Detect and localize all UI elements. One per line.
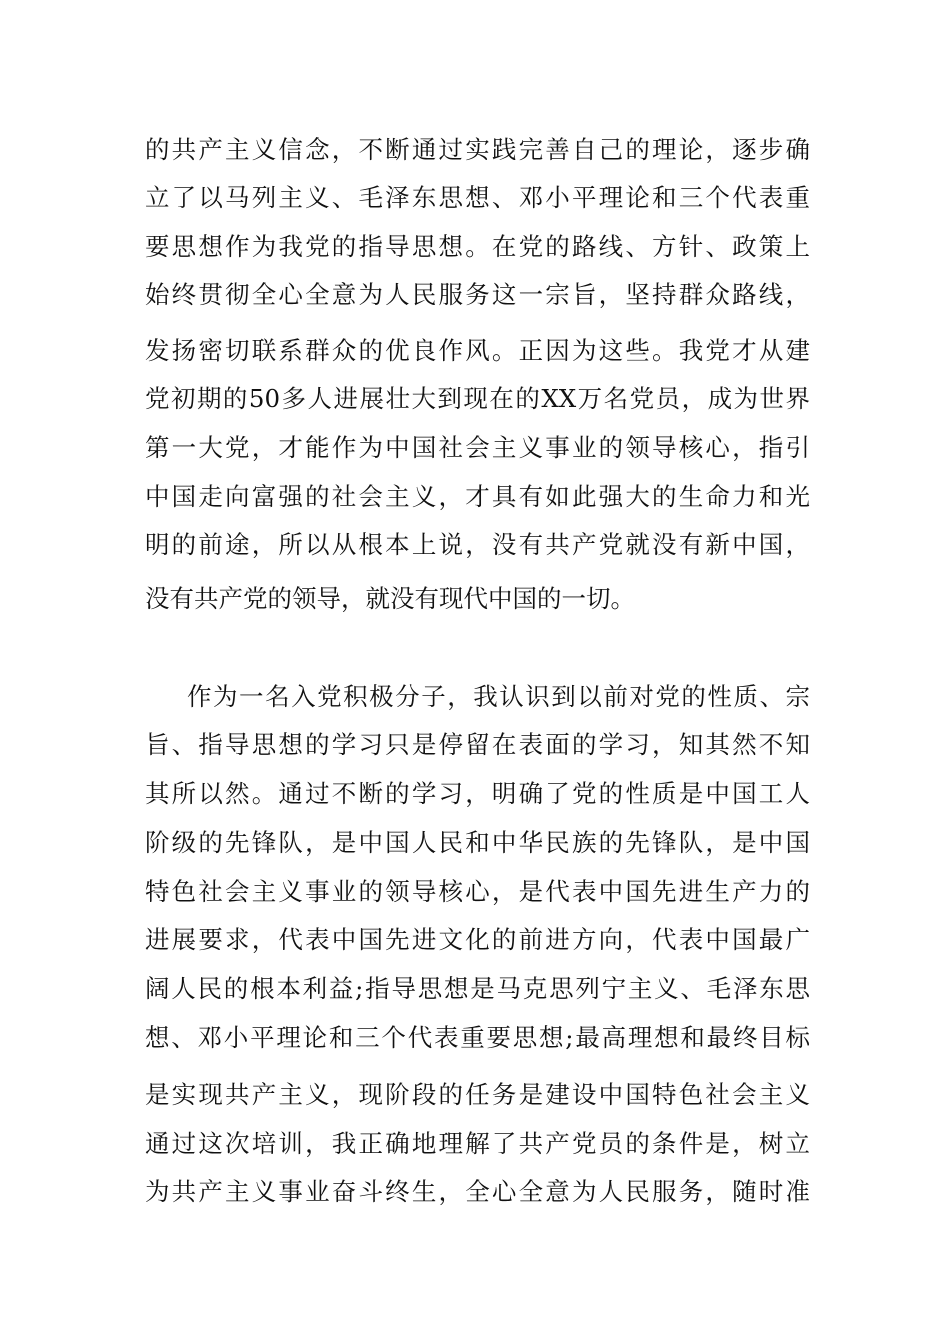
- text-line: 党初期的50多人进展壮大到现在的XX万名党员，成为世界: [145, 384, 810, 413]
- text-line: 阔人民的根本利益;指导思想是马克思列宁主义、毛泽东思: [145, 974, 810, 1003]
- text-line: 发扬密切联系群众的优良作风。正因为这些。我党才从建: [145, 336, 810, 365]
- text-line: 进展要求，代表中国先进文化的前进方向，代表中国最广: [145, 925, 810, 954]
- text-line: 想、邓小平理论和三个代表重要思想;最高理想和最终目标: [145, 1023, 810, 1052]
- text-line: 作为一名入党积极分子，我认识到以前对党的性质、宗: [187, 682, 810, 711]
- text-line: 通过这次培训，我正确地理解了共产党员的条件是，树立: [145, 1129, 810, 1158]
- text-line: 要思想作为我党的指导思想。在党的路线、方针、政策上: [145, 232, 810, 261]
- text-line: 阶级的先锋队，是中国人民和中华民族的先锋队，是中国: [145, 828, 810, 857]
- text-line: 旨、指导思想的学习只是停留在表面的学习，知其然不知: [145, 730, 810, 759]
- text-line: 其所以然。通过不断的学习，明确了党的性质是中国工人: [145, 779, 810, 808]
- text-line: 立了以马列主义、毛泽东思想、邓小平理论和三个代表重: [145, 183, 810, 212]
- text-line: 中国走向富强的社会主义，才具有如此强大的生命力和光: [145, 482, 810, 511]
- text-line: 明的前途，所以从根本上说，没有共产党就没有新中国，: [145, 530, 810, 559]
- text-line: 没有共产党的领导，就没有现代中国的一切。: [145, 584, 635, 613]
- text-line: 为共产主义事业奋斗终生，全心全意为人民服务，随时准: [145, 1177, 810, 1206]
- text-line: 第一大党，才能作为中国社会主义事业的领导核心，指引: [145, 433, 810, 462]
- text-line: 始终贯彻全心全意为人民服务这一宗旨，坚持群众路线，: [145, 280, 810, 309]
- text-line: 特色社会主义事业的领导核心，是代表中国先进生产力的: [145, 877, 810, 906]
- text-line: 是实现共产主义，现阶段的任务是建设中国特色社会主义: [145, 1080, 810, 1109]
- text-line: 的共产主义信念，不断通过实践完善自己的理论，逐步确: [145, 135, 810, 164]
